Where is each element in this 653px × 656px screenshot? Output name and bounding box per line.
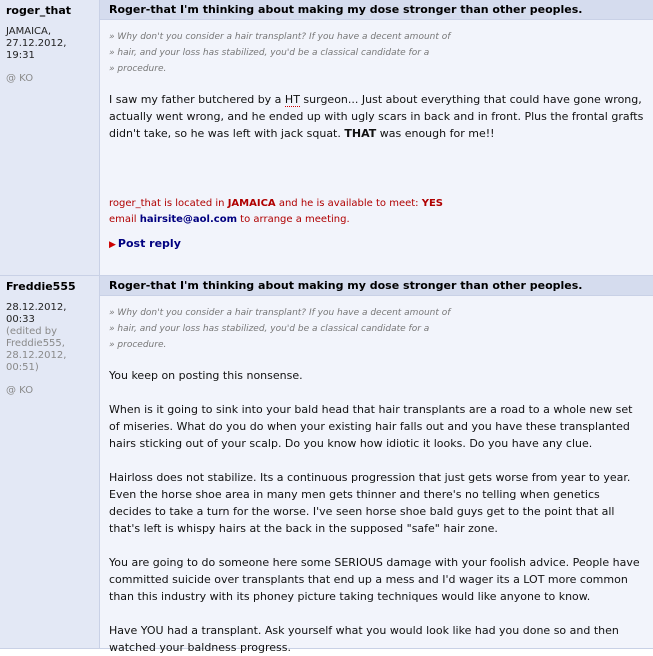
signature-email-line bbox=[109, 212, 645, 228]
author-sidebar bbox=[0, 276, 100, 648]
forum-post bbox=[0, 276, 653, 654]
post-paragraph: Have YOU had a transplant. Ask yourself what you would look like had you done so and then watched your baldness progress. bbox=[109, 624, 619, 654]
quote-block bbox=[109, 29, 645, 77]
edited-note: 28.12.2012, bbox=[6, 350, 67, 361]
post-title: Roger-that I'm thinking about making my dose stronger than other peoples. bbox=[100, 0, 653, 20]
author-sidebar bbox=[0, 0, 100, 275]
status-label: @ KO bbox=[6, 385, 34, 396]
body-text: I saw my father butchered by a bbox=[109, 93, 285, 106]
post-meta-date: 28.12.2012, bbox=[6, 302, 67, 313]
post-content bbox=[100, 0, 653, 275]
signature-text: roger_that is located in bbox=[109, 198, 228, 209]
post-paragraph: You keep on posting this nonsense. bbox=[109, 369, 303, 382]
post-reply-label: Post reply bbox=[117, 237, 181, 250]
post-meta-time: 00:33 bbox=[6, 314, 35, 325]
quote-block bbox=[109, 305, 645, 353]
status-label: @ KO bbox=[6, 73, 34, 84]
post-meta-date: 27.12.2012, bbox=[6, 38, 67, 49]
post-reply-button[interactable] bbox=[109, 237, 645, 250]
edited-note: (edited by bbox=[6, 326, 58, 337]
post-body bbox=[100, 296, 653, 656]
quote-line: » procedure. bbox=[109, 64, 167, 74]
signature-text: to arrange a meeting. bbox=[237, 214, 350, 225]
post-paragraph: You are going to do someone here some SERIOUS damage with your foolish advice. People have committed suicide over transplants that end up a mess and I'd wager its a LOT more common than this industry with its phoney picture taking techniques would like anyone to know. bbox=[109, 556, 640, 603]
post-paragraph: Hairloss does not stabilize. Its a continuous progression that just gets worse from year to year. Even the horse shoe area in many men gets thinner and there's no telling when genetics decides to take a turn for the worse. I've seen horse shoe bald guys get to the point that all that's left is whispy hairs at the back in the supposed "safe" hair zone. bbox=[109, 471, 631, 535]
body-text: surgeon... Just about everything that could have gone wrong, actually went wrong, and he ended up with ugly scars in back and in front. Plus the frontal grafts didn't take, so he was left with jack squat. bbox=[109, 93, 644, 140]
post-content bbox=[100, 276, 653, 654]
quote-line: » hair, and your loss has stabilized, you'd be a classical candidate for a bbox=[109, 324, 430, 334]
quote-line: » Why don't you consider a hair transplant? If you have a decent amount of bbox=[109, 32, 451, 42]
post-meta-location: JAMAICA, bbox=[6, 26, 52, 37]
quote-line: » procedure. bbox=[109, 340, 167, 350]
author-name[interactable]: roger_that bbox=[6, 4, 72, 17]
post-meta-time: 19:31 bbox=[6, 50, 35, 61]
triangle-right-icon: ▶ bbox=[109, 240, 116, 250]
edited-note: 00:51) bbox=[6, 362, 39, 373]
quote-line: » hair, and your loss has stabilized, you'd be a classical candidate for a bbox=[109, 48, 430, 58]
post-paragraph: When is it going to sink into your bald head that hair transplants are a road to a whole new set of miseries. What do you do when your existing hair falls out and you have these transplanted hairs sticking out of your scalp. Do you know how idiotic it looks. Do you have any clue. bbox=[109, 403, 633, 450]
email-link[interactable]: hairsite@aol.com bbox=[139, 214, 237, 225]
body-text: was enough for me!! bbox=[376, 127, 495, 140]
signature-location: JAMAICA bbox=[227, 198, 276, 209]
edited-note: Freddie555, bbox=[6, 338, 65, 349]
post-title: Roger-that I'm thinking about making my dose stronger than other peoples. bbox=[100, 276, 653, 296]
author-name[interactable]: Freddie555 bbox=[6, 280, 76, 293]
forum-post bbox=[0, 0, 653, 276]
signature-availability: YES bbox=[421, 198, 443, 209]
post-paragraph bbox=[109, 91, 645, 142]
signature-text: email bbox=[109, 214, 140, 225]
signature-location-line bbox=[109, 196, 645, 212]
signature-text: and he is available to meet: bbox=[275, 198, 422, 209]
emphasis-text: THAT bbox=[344, 127, 377, 140]
quote-line: » Why don't you consider a hair transplant? If you have a decent amount of bbox=[109, 308, 451, 318]
post-body bbox=[100, 20, 653, 250]
signature bbox=[109, 196, 645, 228]
glossary-term[interactable]: HT bbox=[284, 93, 300, 106]
